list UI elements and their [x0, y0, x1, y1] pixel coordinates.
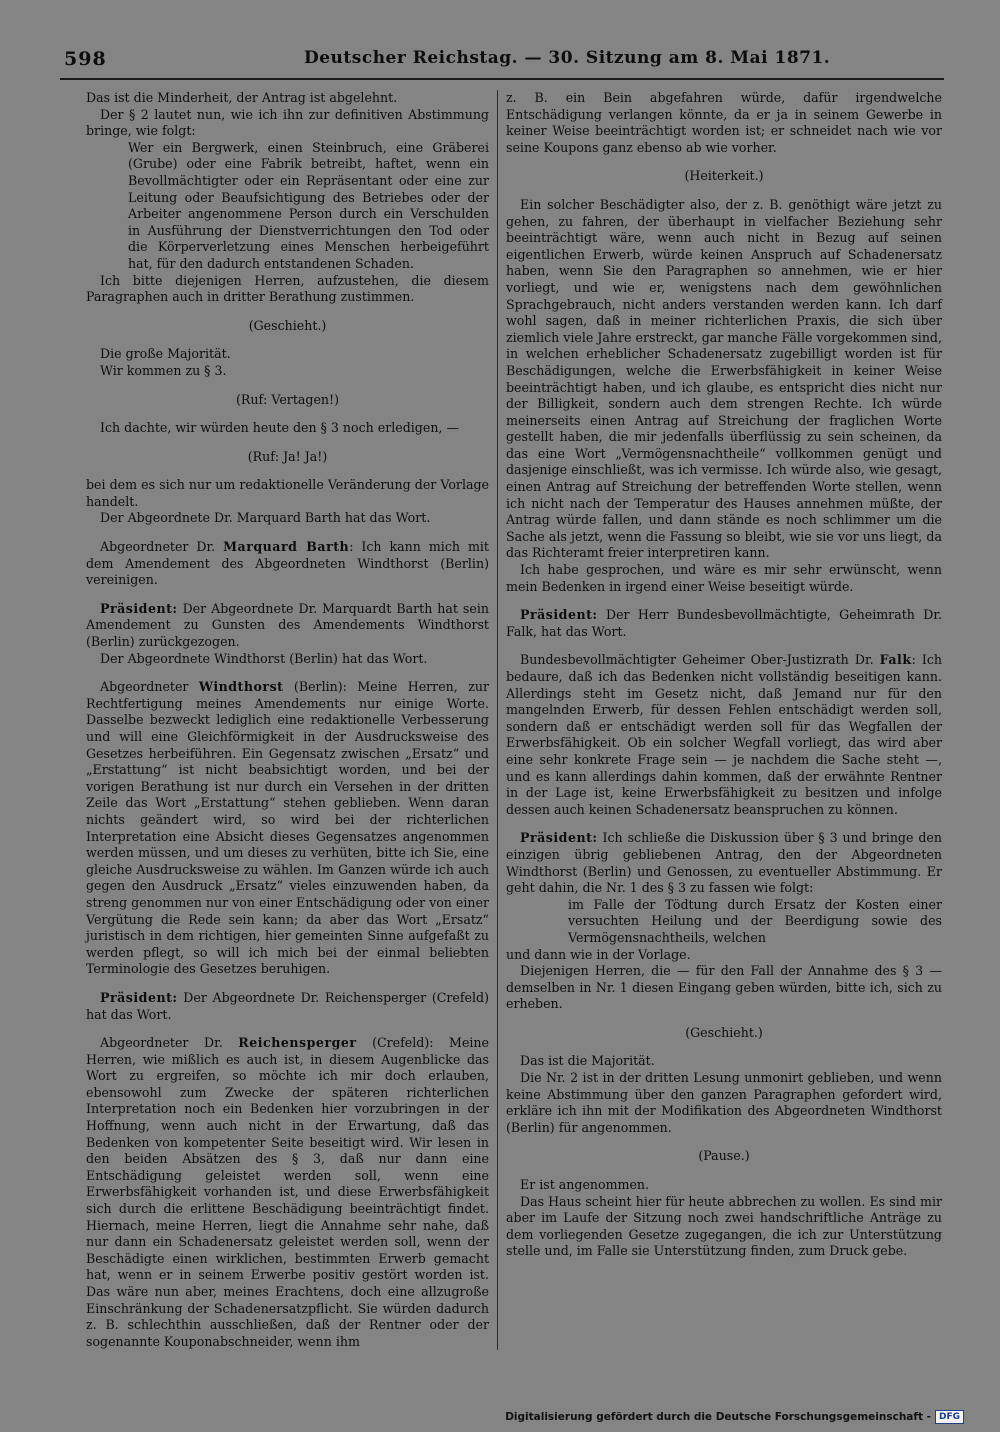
speaker-name: Präsident:	[520, 607, 598, 623]
speaker-suffix: :	[911, 652, 922, 668]
dfg-logo: DFG	[935, 1410, 964, 1424]
speaker-suffix: (Berlin):	[283, 679, 358, 695]
speaker-name: Reichensperger	[238, 1035, 357, 1051]
paragraph: Wir kommen zu § 3.	[100, 362, 227, 378]
speech-paragraph	[86, 601, 489, 651]
speech-text: Meine Herren, wie mißlich es auch ist, in diesem Augenblicke das Wort zu ergreifen, so möchte ich mir doch erlauben, ebensowohl zum Zwecke der späteren richterlichen Interpretation noch ein Bedenken hier vorzubringen in der Hoffnung, wenn auch nicht in der Erwartung, daß das Bedenken von kompetenter Seite beseitigt wird. Wir lesen in den beiden Absätzen des § 3, daß nur dann eine Entschädigung geleistet werden soll, wenn eine Erwerbsfähigkeit vorhanden ist, und diese Erwerbsfähigkeit sich durch die erlittene Beschädigung beeinträchtigt findet. Hiernach, meine Herren, liegt die Annahme sehr nahe, daß nur dann ein Schadenersatz geleistet werden soll, wenn der Beschädigte einen wirklichen, bestimmten Erwerb gemacht hat, wenn er in seinem Erwerbe positiv gestört worden ist. Das wäre nun aber, meines Erachtens, doch eine allzugroße Einschränkung der Schadenersatzpflicht. Sie würden dadurch z. B. schlechthin ausschließen, daß der Rentner oder der sogenannte Kouponabschneider, wenn ihm	[86, 1035, 489, 1349]
paragraph: Ich habe gesprochen, und wäre es mir sehr erwünscht, wenn mein Bedenken in irgend einer Weise beseitigt würde.	[506, 562, 942, 594]
stage-direction: (Geschieht.)	[248, 317, 327, 333]
header-rule	[60, 78, 944, 80]
speaker-prefix: Abgeordneter	[100, 679, 199, 695]
speaker-name: Präsident:	[520, 830, 598, 846]
paragraph: bei dem es sich nur um redaktionelle Veränderung der Vorlage handelt.	[86, 477, 489, 509]
speech-text: Der Abgeordnete Dr. Reichensperger (Crefeld) hat das Wort.	[86, 989, 489, 1022]
speech-text: Ich kann mich mit dem Amendement des Abgeordneten Windthorst (Berlin) vereinigen.	[86, 539, 489, 588]
speech-text: Ich schließe die Diskussion über § 3 und bringe den einzigen übrig gebliebenen Antrag, den der Abgeordneten Windthorst (Berlin) und Genossen, zu eventueller Abstimmung. Er geht dahin, die Nr. 1 des § 3 zu fassen wie folgt:	[506, 830, 942, 896]
speaker-prefix: Bundesbevollmächtigter Geheimer Ober-Justizrath Dr.	[520, 652, 880, 668]
speaker-suffix: :	[349, 539, 362, 555]
speaker-name: Falk	[879, 652, 912, 668]
speaker-prefix: Abgeordneter Dr.	[100, 539, 224, 555]
stage-direction: (Ruf: Vertagen!)	[236, 391, 339, 407]
speech-paragraph	[86, 539, 489, 589]
speech-paragraph	[506, 830, 942, 896]
speaker-suffix	[598, 607, 606, 622]
right-column	[506, 90, 942, 1260]
paragraph: Das Haus scheint hier für heute abbrechen zu wollen. Es sind mir aber im Laufe der Sitzung noch zwei handschriftliche Anträge zu dem vorliegenden Gesetze zugegangen, die ich zur Unterstützung stelle und, im Falle sie Unterstützung finden, zum Druck gebe.	[506, 1193, 942, 1259]
speech-paragraph	[86, 990, 489, 1023]
paragraph: Der § 2 lautet nun, wie ich ihn zur definitiven Abstimmung bringe, wie folgt:	[86, 106, 489, 139]
speech-text: Ich bedaure, daß ich das Bedenken nicht vollständig beseitigen kann. Allerdings steht im Gesetz nicht, daß Jemand nur für den mangelnden Erwerb, für dessen Fehlen entschädigt werden soll, sondern daß er entschädigt werden soll für das Wegfallen der Erwerbsfähigkeit. Ob ein solcher Wegfall vorliegt, das wird aber eine sehr konkrete Frage sein — je nachdem die Sache steht —, und es kann allerdings dahin kommen, daß der erwähnte Rentner in der Lage ist, keine Erwerbsfähigkeit zu besitzen und infolge dessen auch keinen Schadenersatz beanspruchen zu können.	[506, 652, 942, 817]
paragraph: Der Abgeordnete Dr. Marquard Barth hat das Wort.	[100, 510, 431, 526]
paragraph: Diejenigen Herren, die — für den Fall der Annahme des § 3 — demselben in Nr. 1 diesen Eingang geben würden, bitte ich, sich zu erheben.	[506, 963, 942, 1012]
paragraph: Das ist die Majorität.	[520, 1053, 655, 1069]
stage-direction: (Ruf: Ja! Ja!)	[247, 448, 328, 464]
footer-credit: Digitalisierung gefördert durch die Deutsche Forschungsgemeinschaft -	[505, 1411, 931, 1423]
quoted-text: im Falle der Tödtung durch Ersatz der Kosten einer versuchten Heilung und der Beerdigung sowie des Vermögensnachtheils, welchen	[568, 896, 942, 945]
paragraph: Der Abgeordnete Windthorst (Berlin) hat das Wort.	[100, 650, 428, 666]
paragraph: und dann wie in der Vorlage.	[506, 946, 691, 962]
speaker-name: Windthorst	[198, 679, 284, 695]
quoted-text: Wer ein Bergwerk, einen Steinbruch, eine Gräberei (Grube) oder eine Fabrik betreibt, haftet, wenn ein Bevollmächtigter oder ein Repräsentant oder eine zur Leitung oder Beaufsichtigung des Betriebes oder der Arbeiter angenommene Person durch ein Verschulden in Ausführung der Dienstverrichtungen den Tod oder die Körperverletzung eines Menschen herbeigeführt hat, für den dadurch entstandenen Schaden.	[128, 139, 489, 271]
speech-text: Der Abgeordnete Dr. Marquardt Barth hat sein Amendement zu Gunsten des Amendements Windthorst (Berlin) zurückgezogen.	[86, 600, 489, 650]
page-number: 598	[64, 48, 107, 70]
speaker-prefix: Abgeordneter Dr.	[100, 1035, 239, 1051]
paragraph: Ein solcher Beschädigter also, der z. B. genöthigt wäre jetzt zu gehen, zu fahren, der überhaupt in vielfacher Beziehung sehr beeinträchtigt wäre, wenn auch nicht in Bezug auf seinen eigentlichen Erwerb, würde keinen Anspruch auf Schadenersatz haben, wenn Sie den Paragraphen so annehmen, wie er hier vorliegt, und wie er, wenigstens nach dem gewöhnlichen Sprachgebrauch, nicht anders verstanden werden kann. Ich darf wohl sagen, daß in meiner richterlichen Praxis, die sich über ziemlich viele Jahre erstreckt, gar manche Fälle vorgekommen sind, in welchen erheblicher Schadenersatz zugebilligt worden ist für Beschädigungen, welche die Erwerbsfähigkeit in keiner Weise beeinträchtigt haben, und ich glaube, es entspricht dies nicht nur der Billigkeit, sondern auch dem strengen Rechte. Ich würde meinerseits einen Antrag auf Streichung der fraglichen Worte gestellt haben, die mir jedenfalls überflüssig zu sein scheinen, da das eine Wort „Vermögensnachtheile“ vollkommen genügt und dasjenige einschließt, was ich vermisse. Ich würde also, wie gesagt, einen Antrag auf Streichung der betreffenden Worte stellen, wenn ich nicht nach der Temperatur des Hauses annehmen müßte, der Antrag würde fallen, und dann stände es noch schlimmer um die Sache als jetzt, wenn die Fassung so bleibt, wie sie vor uns liegt, da das Richteramt freier interpretiren kann.	[506, 196, 942, 561]
speech-paragraph	[506, 607, 942, 640]
paragraph: Das ist die Minderheit, der Antrag ist abgelehnt.	[86, 90, 398, 105]
stage-direction: (Pause.)	[698, 1148, 750, 1164]
paragraph: Ich dachte, wir würden heute den § 3 noch erledigen, —	[100, 420, 460, 436]
speaker-name: Präsident:	[100, 989, 178, 1005]
speech-paragraph	[86, 679, 489, 978]
speaker-suffix: (Crefeld):	[356, 1035, 450, 1051]
stage-direction: (Heiterkeit.)	[684, 168, 764, 184]
paragraph: Die große Majorität.	[100, 346, 231, 362]
footer	[505, 1410, 964, 1424]
speech-text: Der Herr Bundesbevollmächtigte, Geheimrath Dr. Falk, hat das Wort.	[506, 607, 942, 639]
column-divider	[497, 90, 498, 1350]
speech-text: Meine Herren, zur Rechtfertigung meines Amendements nur einige Worte. Dasselbe bezweckt lediglich eine redaktionelle Verbesserung und will eine Gleichförmigkeit in der Ausdrucksweise des Gesetzes herbeiführen. Ein Gegensatz zwischen „Ersatz“ und „Erstattung“ ist nicht beabsichtigt worden, und bei der vorigen Berathung ist nur durch ein Versehen in der dritten Zeile das Wort „Erstattung“ stehen geblieben. Wenn daran nichts geändert wird, so wird bei der richterlichen Interpretation eine Absicht dieses Gegensatzes angenommen werden müssen, und um dieses zu verhüten, bitte ich Sie, eine gleiche Ausdrucksweise zu wählen. Im Ganzen würde ich auch gegen den Ausdruck „Ersatz“ vieles einzuwenden haben, da streng genommen nur von einer Entschädigung oder von einer Vergütung die Rede sein kann; da aber das Wort „Ersatz“ juristisch in dem richtigen, hier gemeinten Sinne aufgefaßt zu werden pflegt, so will ich mich bei der einmal beliebten Terminologie des Gesetzes beruhigen.	[86, 679, 489, 977]
speech-paragraph	[86, 1035, 489, 1350]
page-header	[64, 48, 944, 76]
speaker-name: Marquard Barth	[223, 539, 350, 555]
stage-direction: (Geschieht.)	[685, 1024, 763, 1040]
left-column	[86, 90, 489, 1350]
paragraph: Ich bitte diejenigen Herren, aufzustehen, die diesem Paragraphen auch in dritter Berathung zustimmen.	[86, 272, 489, 305]
paragraph: Er ist angenommen.	[520, 1177, 650, 1193]
speaker-name: Präsident:	[100, 600, 178, 616]
speech-paragraph	[506, 652, 942, 818]
paragraph: z. B. ein Bein abgefahren würde, dafür irgendwelche Entschädigung verlangen könnte, da er ja in seinem Gewerbe in keiner Weise beeinträchtigt worden ist; er schneidet nach wie vor seine Koupons ganz ebenso ab wie vorher.	[506, 90, 942, 155]
paragraph: Die Nr. 2 ist in der dritten Lesung unmonirt geblieben, und wenn keine Abstimmung über den ganzen Paragraphen gefordert wird, erkläre ich ihn mit der Modifikation des Abgeordneten Windthorst (Berlin) für angenommen.	[506, 1070, 942, 1135]
running-head: Deutscher Reichstag. — 30. Sitzung am 8. Mai 1871.	[304, 48, 831, 68]
